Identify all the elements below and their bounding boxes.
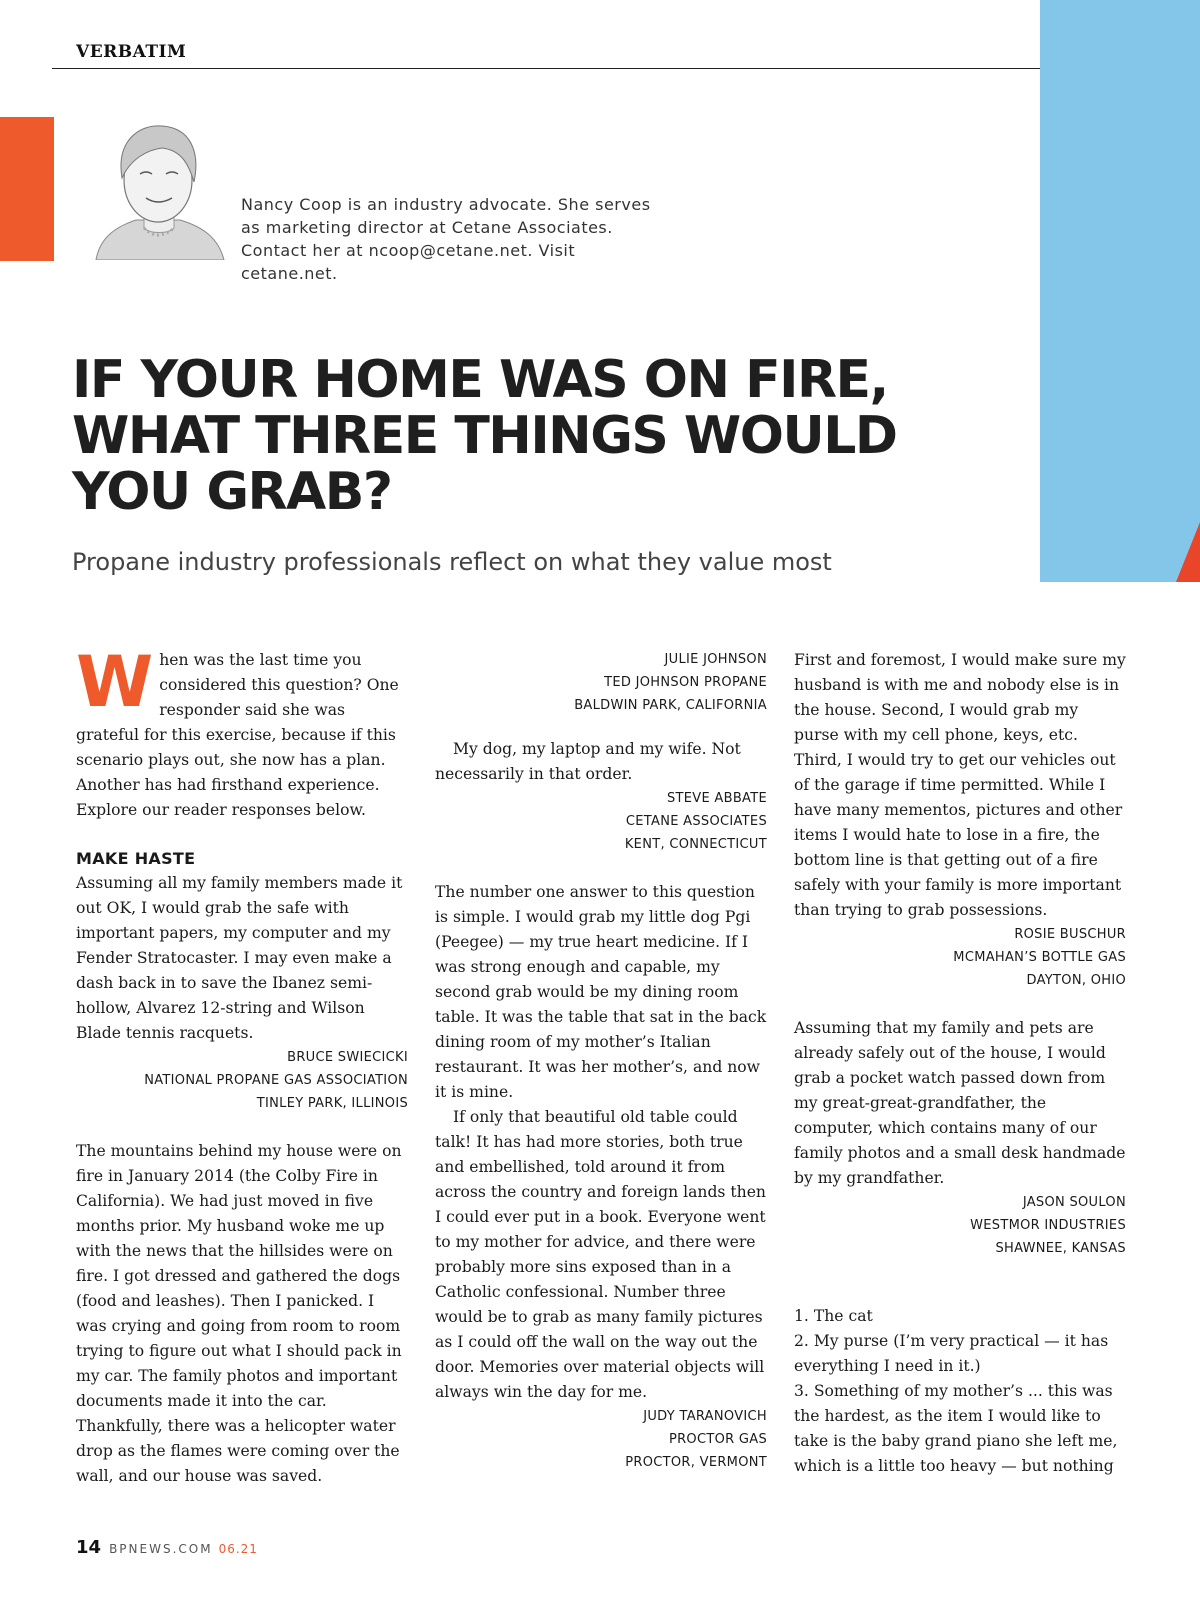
signature-location: BALDWIN PARK, CALIFORNIA (574, 698, 767, 713)
signature-company: TED JOHNSON PROPANE (604, 675, 767, 690)
list-item: 3. Something of my mother’s ... this was the hardest, as the item I would like to take is the baby grand piano she left me, which is a little too heavy — but nothing (794, 1382, 1118, 1475)
response-text: My dog, my laptop and my wife. Not necessarily in that order. (435, 740, 741, 783)
intro-paragraph (76, 641, 408, 823)
response-text: Assuming that my family and pets are already safely out of the house, I would grab a pocket watch passed down from my great-great-grandfather, the computer, which contains many of our family photos and a small desk handmade by my grandfather. (794, 1019, 1126, 1187)
signature-company: MCMAHAN’S BOTTLE GAS (953, 950, 1126, 965)
section-label: VERBATIM (76, 42, 187, 62)
author-bio: Nancy Coop is an industry advocate. She serves as marketing director at Cetane Associates. Contact her at ncoop@cetane.net. Visit cetane.net. (241, 195, 651, 283)
response-text: If only that beautiful old table could talk! It has had more stories, both true and embellished, told around it from across the country and foreign lands then I could ever put in a book. Everyone went to my mother for advice, and there were probably more sins exposed than in a Catholic confessional. Number three would be to grab as many family pictures as I could off the wall on the way out the door. Memories over material objects will always win the day for me. (435, 1108, 766, 1401)
response-text: Assuming all my family members made it out OK, I would grab the safe with important papers, my computer and my Fender Stratocaster. I may even make a dash back in to save the Ibanez semi-hollow, Alvarez 12-string and Wilson Blade tennis racquets. (76, 874, 403, 1042)
signature-company: PROCTOR GAS (668, 1432, 767, 1447)
list-item: 1. The cat (794, 1307, 873, 1325)
drop-cap: W (76, 641, 154, 723)
signature-company: NATIONAL PROPANE GAS ASSOCIATION (144, 1073, 408, 1088)
signature-name: JASON SOULON (1022, 1195, 1126, 1210)
subhead: MAKE HASTE (76, 849, 196, 868)
column-1 (76, 641, 408, 1489)
top-divider (52, 68, 1040, 69)
decorative-blue-bar (1040, 0, 1200, 582)
column-3 (794, 648, 1126, 1479)
response-text: The mountains behind my house were on fire in January 2014 (the Colby Fire in California). We had just moved in five months prior. My husband woke me up with the news that the hillsides were on fire. I got dressed and gathered the dogs (food and leashes). Then I panicked. I was crying and going from room to room trying to figure out what I should pack in my car. The family photos and important documents made it into the car. Thankfully, there was a helicopter water drop as the flames were coming over the wall, and our house was saved. (76, 1142, 402, 1485)
response-text: First and foremost, I would make sure my husband is with me and nobody else is in the house. Second, I would grab my purse with my cell phone, keys, etc. Third, I would try to get our vehicles out of the garage if time permitted. While I have many mementos, pictures and other items I would hate to lose in a fire, the bottom line is that getting out of a fire safely with your family is more important than trying to grab possessions. (794, 651, 1126, 919)
website: BPNEWS.COM (109, 1542, 213, 1556)
page-footer (76, 1537, 258, 1558)
signature-location: TINLEY PARK, ILLINOIS (256, 1096, 408, 1111)
signature-name: JUDY TARANOVICH (643, 1409, 767, 1424)
signature-company: CETANE ASSOCIATES (625, 814, 767, 829)
deck: Propane industry professionals reflect on what they value most (72, 548, 832, 576)
signature-company: WESTMOR INDUSTRIES (970, 1218, 1126, 1233)
signature-location: DAYTON, OHIO (1026, 973, 1126, 988)
signature-name: STEVE ABBATE (666, 791, 767, 806)
headline: IF YOUR HOME WAS ON FIRE, WHAT THREE THINGS WOULD YOU GRAB? (72, 350, 897, 522)
signature-name: BRUCE SWIECICKI (287, 1050, 408, 1065)
response-text: The number one answer to this question is simple. I would grab my little dog Pgi (Peegee) — my true heart medicine. If I was strong enough and capable, my second grab would be my dining room table. It was the table that sat in the back dining room of my mother’s Italian restaurant. It was her mother’s, and now it is mine. (435, 883, 767, 1101)
signature-location: PROCTOR, VERMONT (625, 1455, 767, 1470)
list-item: 2. My purse (I’m very practical — it has everything I need in it.) (794, 1332, 1109, 1375)
author-portrait (88, 118, 228, 260)
page-number: 14 (76, 1537, 102, 1558)
issue-date: 06.21 (218, 1542, 258, 1556)
intro-text: hen was the last time you considered this question? One responder said she was grateful for this exercise, because if this scenario plays out, she now has a plan. Another has had firsthand experience. Explore our reader responses below. (76, 651, 399, 819)
column-2 (435, 648, 767, 1474)
decorative-orange-bar (0, 117, 54, 261)
signature-location: KENT, CONNECTICUT (624, 837, 767, 852)
signature-name: JULIE JOHNSON (664, 652, 767, 667)
signature-location: SHAWNEE, KANSAS (995, 1241, 1126, 1256)
signature-name: ROSIE BUSCHUR (1014, 927, 1126, 942)
